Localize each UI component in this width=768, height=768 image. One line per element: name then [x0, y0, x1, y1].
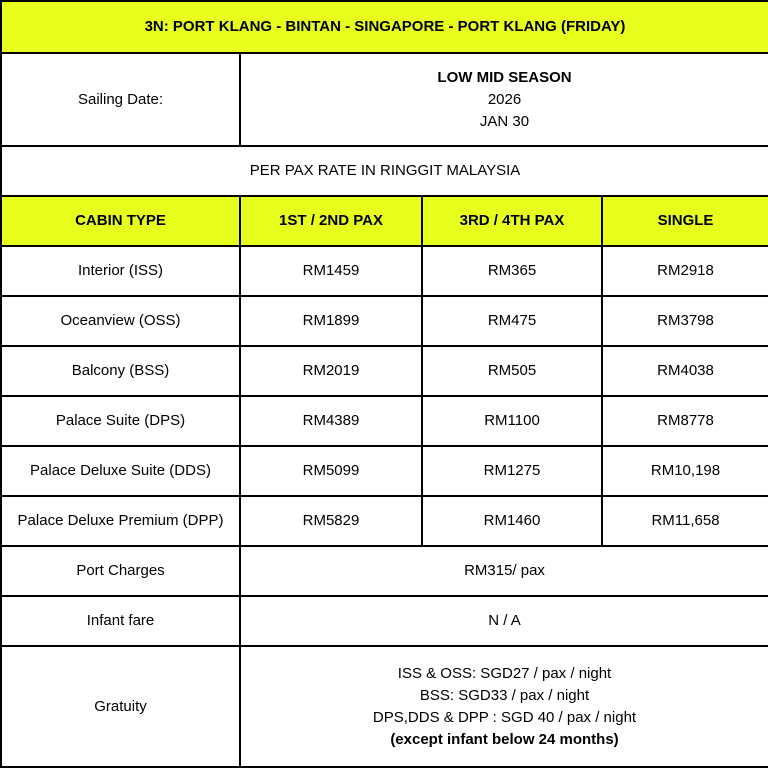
- rate-first-second: RM2019: [240, 346, 422, 396]
- rate-third-fourth: RM1460: [422, 496, 602, 546]
- table-row: [1, 296, 768, 346]
- rate-first-second: RM5829: [240, 496, 422, 546]
- gratuity-label: Gratuity: [1, 646, 240, 767]
- rate-single: RM3798: [602, 296, 768, 346]
- cabin-type: Interior (ISS): [1, 246, 240, 296]
- rate-third-fourth: RM1275: [422, 446, 602, 496]
- sailing-year: 2026: [487, 90, 522, 108]
- cabin-type: Balcony (BSS): [1, 346, 240, 396]
- rate-note-row: [1, 146, 768, 196]
- gratuity-cell: [240, 646, 768, 767]
- title-row: [1, 1, 768, 53]
- rate-third-fourth: RM475: [422, 296, 602, 346]
- sailing-date-cell: [240, 53, 768, 146]
- gratuity-line: DPS,DDS & DPP : SGD 40 / pax / night: [372, 708, 637, 726]
- rate-first-second: RM4389: [240, 396, 422, 446]
- table-row: [1, 396, 768, 446]
- rate-third-fourth: RM365: [422, 246, 602, 296]
- cabin-type: Oceanview (OSS): [1, 296, 240, 346]
- sailing-row: [1, 53, 768, 146]
- rate-third-fourth: RM1100: [422, 396, 602, 446]
- rate-single: RM10,198: [602, 446, 768, 496]
- header-first-second-pax: 1ST / 2ND PAX: [240, 196, 422, 246]
- season-label: LOW MID SEASON: [437, 68, 572, 86]
- rate-first-second: RM1459: [240, 246, 422, 296]
- port-charges-value: RM315/ pax: [240, 546, 768, 596]
- sailing-date: JAN 30: [479, 112, 530, 130]
- cabin-type: Palace Deluxe Premium (DPP): [1, 496, 240, 546]
- infant-fare-value: N / A: [240, 596, 768, 646]
- gratuity-line: BSS: SGD33 / pax / night: [419, 686, 590, 704]
- port-charges-row: [1, 546, 768, 596]
- header-row: [1, 196, 768, 246]
- cabin-type: Palace Deluxe Suite (DDS): [1, 446, 240, 496]
- header-single: SINGLE: [602, 196, 768, 246]
- rate-single: RM8778: [602, 396, 768, 446]
- gratuity-line: ISS & OSS: SGD27 / pax / night: [397, 664, 612, 682]
- rate-single: RM2918: [602, 246, 768, 296]
- infant-fare-label: Infant fare: [1, 596, 240, 646]
- cabin-type: Palace Suite (DPS): [1, 396, 240, 446]
- cruise-title: 3N: PORT KLANG - BINTAN - SINGAPORE - PORT KLANG (FRIDAY): [1, 1, 768, 53]
- rate-note: PER PAX RATE IN RINGGIT MALAYSIA: [1, 146, 768, 196]
- rate-single: RM11,658: [602, 496, 768, 546]
- header-cabin-type: CABIN TYPE: [1, 196, 240, 246]
- gratuity-row: [1, 646, 768, 767]
- infant-fare-row: [1, 596, 768, 646]
- rate-single: RM4038: [602, 346, 768, 396]
- rate-first-second: RM5099: [240, 446, 422, 496]
- rate-first-second: RM1899: [240, 296, 422, 346]
- table-row: [1, 346, 768, 396]
- port-charges-label: Port Charges: [1, 546, 240, 596]
- header-third-fourth-pax: 3RD / 4TH PAX: [422, 196, 602, 246]
- table-row: [1, 496, 768, 546]
- table-row: [1, 446, 768, 496]
- rate-third-fourth: RM505: [422, 346, 602, 396]
- gratuity-note: (except infant below 24 months): [390, 730, 619, 748]
- table-row: [1, 246, 768, 296]
- sailing-date-label: Sailing Date:: [1, 53, 240, 146]
